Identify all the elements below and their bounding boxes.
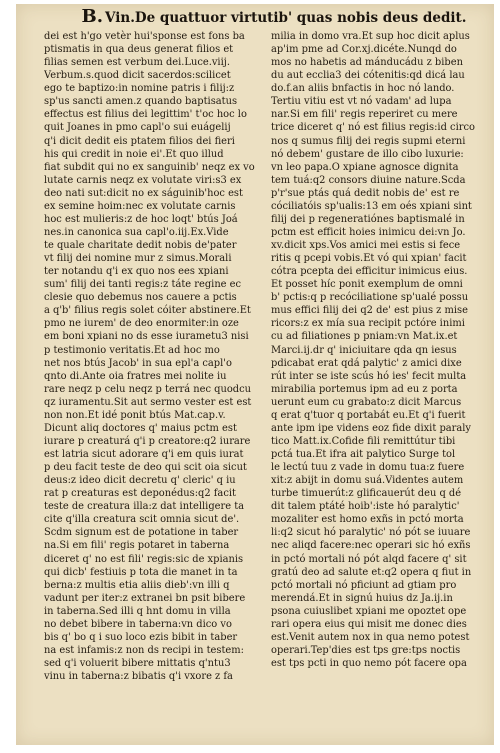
text-line: dit talem ptáté hoib':iste hó paralytic' <box>271 501 460 513</box>
text-line: pctá tua.Et ifra ait palytico Surge tol <box>271 449 456 460</box>
text-line: do.f.an aliis bnfactis in hoc nó lando. <box>271 83 455 95</box>
text-line: gratú deo ad salute et:q2 opera q fiut in <box>271 566 472 578</box>
text-line: non non.Et idé ponit btús Mat.cap.v. <box>44 409 226 421</box>
text-line: milia in domo vra.Et sup hoc dicit aplus <box>271 31 470 42</box>
text-line: Dicunt aliq doctores q' maius pctm est <box>44 422 237 434</box>
text-line: xit:z abijt in domu suá.Videntes autem <box>271 475 464 487</box>
text-line: ritis q pcepi vobis.Et vó qui xpian' facit <box>271 253 467 265</box>
text-line: in pctó mortali nó pót alqd facere q' sit <box>271 553 467 565</box>
text-line: cótra pcepta dei efficitur inimicus eius. <box>271 266 468 278</box>
text-line: deo nati sut:dicit no ex ságuinib'hoc est <box>44 187 243 199</box>
text-line: Marci.ij.dr q' iniciuitare qda qn iesus <box>271 344 457 356</box>
text-line: sp'us sancti amen.z quando baptisatus <box>44 96 238 108</box>
text-line: rari opera eius qui misit me donec dies <box>271 618 467 630</box>
text-line: cite q'illa creatura scit omnia sicut de'. <box>44 514 240 526</box>
text-line: a q'b' filius regis solet cóiter abstinere.Et <box>44 305 251 317</box>
text-line: est tps pcti in quo nemo pót facere opa <box>271 658 467 669</box>
text-line: fiat subdit qui no ex sanguinib' neqz ex vo <box>44 161 255 173</box>
text-line: dei est h'go vetèr hui'sponse est fons ba <box>44 31 245 42</box>
text-line: vadunt per iter:z extranei bn psit bibere <box>44 592 246 604</box>
text-line: in taberna.Sed illi q hnt domu in villa <box>44 605 231 617</box>
folio-mark: B. <box>81 6 104 27</box>
text-line: est latria sicut adorare q'i em quis iurat <box>44 449 244 460</box>
text-line: rat p creaturas est deponédus:q2 facit <box>44 488 236 500</box>
text-line: du aut ecclia3 dei cótenitis:qd dicá lau <box>271 70 465 82</box>
text-line: net nos btús Jacob' in sua epl'a capl'o <box>44 357 232 369</box>
text-line: pmo ne iurem' de deo enormiter:in oze <box>44 318 239 330</box>
text-line: p testimonio veritatis.Et ad hoc mo <box>44 344 220 356</box>
text-line: tem tuá:q2 consors diuine nature.Scda <box>271 174 466 186</box>
text-line: operari.Tep'dies est tps gre:tps noctis <box>271 644 461 656</box>
text-line: xv.dicit xps.Vos amici mei estis si fece <box>271 240 461 251</box>
text-line: merendá.Et in signú huius dz Ja.ij.in <box>271 592 453 604</box>
text-line: clesie quo debemus nos cauere a pctis <box>44 292 237 304</box>
text-line: rút inter se iste scús hó ies' fecit multa <box>271 370 467 382</box>
text-line: q erat q'tuor q portabát eu.Et q'i fuerit <box>271 409 466 421</box>
text-line: qnto di.Ante oia fratres mei nolite iu <box>44 370 227 382</box>
text-line: psona cuiuslibet xpiani me opoztet ope <box>271 605 467 617</box>
text-line: est.Venit autem nox in qua nemo potest <box>271 631 470 643</box>
text-line: Scdm signum est de potatione in taber <box>44 527 239 539</box>
text-line: turbe timuerút:z glificauerút deu q dé <box>271 488 462 500</box>
text-line: bis q' bo q i suo loco ezis bibit in taber <box>44 631 238 643</box>
right-text-column <box>271 30 484 670</box>
text-line: vt filij dei nomine mur z simus.Morali <box>44 253 232 265</box>
text-line: nes.in canonica sua capl'o.iij.Ex.Vide <box>44 226 229 238</box>
text-line: berna:z multis etia aliis dieb':vn illi q <box>44 579 230 591</box>
text-line: p deu facit teste de deo qui scit oia sicut <box>44 462 247 474</box>
text-line: filij dei p regeneratiónes baptismalé in <box>271 213 465 225</box>
text-line: em boni xpiani no ds esse iurametu3 nisi <box>44 331 249 343</box>
text-line: ricors:z ex mía sua recipit pctóre inimi <box>271 318 465 330</box>
text-line: mozaliter est homo exñs in pctó morta <box>271 514 464 526</box>
text-line: nos q sumus filij dei regis supmi eterni <box>271 135 466 147</box>
text-line: mos no habetis ad mánducádu z biben <box>271 57 463 69</box>
text-line: ante ipm ipe videns eoz fide dixit paraly <box>271 422 472 434</box>
text-line: sed q'i voluerit bibere mittatis q'ntu3 <box>44 658 231 669</box>
text-line: ap'im pme ad Cor.xj.dicéte.Nunqd do <box>271 44 457 56</box>
text-line: tico Matt.ix.Cofide fili remittútur tibi <box>271 435 456 447</box>
text-line: li:q2 sicut hó paralytic' nó pót se iuuare <box>271 527 471 539</box>
text-line: ter notandu q'i ex quo nos ees xpiani <box>44 266 229 278</box>
text-line: Verbum.s.quod dicit sacerdos:scilicet <box>44 70 231 82</box>
text-line: filias semen est verbum dei.Luce.viij. <box>44 57 230 69</box>
text-line: teste de creatura illa:z dat intelligere ta <box>44 501 245 513</box>
text-line: iurare p creaturá q'i p creatore:q2 iurare <box>44 435 251 447</box>
text-line: ego te baptizo:in nomine patris i filij:z <box>44 83 235 95</box>
text-line: no debet bibere in taberna:vn dico vo <box>44 618 232 630</box>
text-line: lutate carnis neqz ex volutate viri:s3 ex <box>44 174 242 186</box>
text-line: rare neqz p celu neqz p terrá nec quodcu <box>44 383 251 395</box>
text-line: ex semine hoim:nec ex volutate carnis <box>44 200 236 212</box>
text-line: na est infamis:z non ds recipi in testem: <box>44 644 244 656</box>
text-line: quit Joanes in pmo capl'o sui euágelij <box>44 122 231 134</box>
text-line: na.Si em fili' regis potaret in taberna <box>44 540 230 552</box>
text-line: sum' filij dei tanti regis:z táte regine ec <box>44 279 242 291</box>
book-page <box>16 4 494 745</box>
text-line: trice diceret q' nó est filius regis:id circo <box>271 122 475 134</box>
left-text-column <box>44 30 257 683</box>
text-line: Tertiu vitiu est vt nó vadam' ad lupa <box>271 96 452 108</box>
text-line: effectus est filius dei legittim' t'oc hoc lo <box>44 109 247 121</box>
text-line: mirabilia portemus ipm ad eu z porta <box>271 383 458 395</box>
text-line: his qui credit in noie ei'.Et quo illud <box>44 148 224 160</box>
text-line: nec aliqd facere:nec operari sic hó exñs <box>271 540 471 552</box>
text-line: pctó mortali nó pficiunt ad gtiam pro <box>271 579 457 591</box>
text-line: ptismatis in qua deus generat filios et <box>44 44 234 56</box>
text-line: cu ad filiationes p pniam:vn Mat.ix.et <box>271 331 458 343</box>
text-line: q'i dicit dedit eis ptatem filios dei fieri <box>44 135 235 147</box>
text-line: pdicabat erat qdá palytic' z amici dixe <box>271 357 462 369</box>
text-line: b' pctis:q p recóciliatione sp'ualé possu <box>271 292 469 304</box>
text-line: deus:z ideo dicit decretu q' cleric' q iu <box>44 475 236 487</box>
text-line: vinu in taberna:z bibatis q'i vxore z fa <box>44 671 233 683</box>
text-line: diceret q' no est fili' regis:sic de xpianis <box>44 553 244 565</box>
text-line: Et posset híc ponit exemplum de omni <box>271 279 463 291</box>
text-line: pctm est efficit hoies inimicu dei:vn Jo. <box>271 226 466 238</box>
running-header <box>64 6 484 30</box>
text-line: nó debem' gustare de illo cibo luxurie: <box>271 148 464 160</box>
text-line: vn leo papa.O xpiane agnosce dignita <box>271 161 459 173</box>
text-line: qz iuramentu.Sit aut sermo vester est est <box>44 396 252 408</box>
text-line: nar.Si em fili' regis reperiret cu mere <box>271 109 458 121</box>
text-line: uerunt eum cu grabato:z dicit Marcus <box>271 396 462 408</box>
text-line: mus effici filij dei q2 de' est pius z mise <box>271 305 468 317</box>
text-line: p'r'sue ptás quá dedit nobis de' est re <box>271 187 460 199</box>
text-line: qui dicb' festiuis p tota die manet in ta <box>44 566 238 578</box>
text-line: cóciliatóis sp'ualis:13 em oés xpiani sint <box>271 200 472 212</box>
text-line: te quale charitate dedit nobis de'pater <box>44 240 237 251</box>
text-line: le lectú tuu z vade in domu tua:z fuere <box>271 462 465 474</box>
running-title: Vin.De quattuor virtutib' quas nobis deus dedit. <box>105 10 467 26</box>
text-line: hoc est mulieris:z de hoc loqt' btús Joá <box>44 213 238 225</box>
